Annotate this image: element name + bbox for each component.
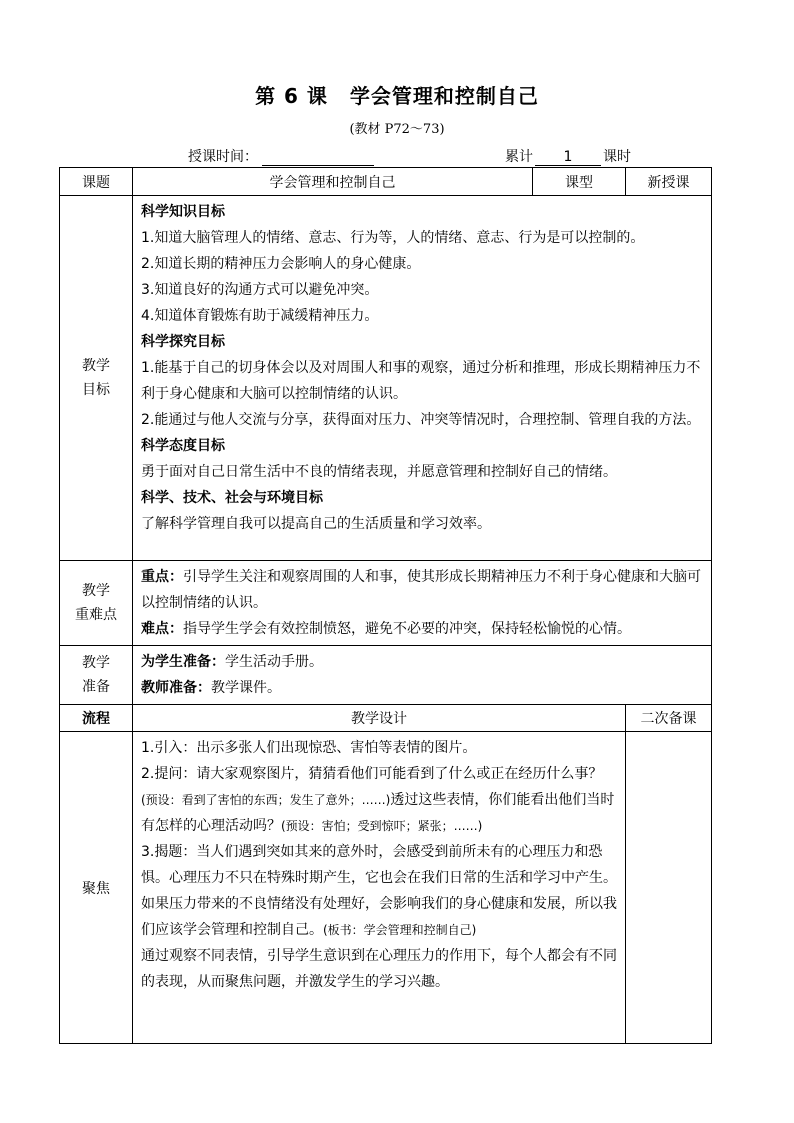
- knowledge-item: 3.知道良好的沟通方式可以避免冲突。: [141, 282, 379, 298]
- count-label: 累计: [505, 149, 533, 165]
- knowledge-item: 2.知道长期的精神压力会影响人的身心健康。: [141, 256, 421, 272]
- sts-text: 了解科学管理自我可以提高自己的生活质量和学习效率。: [141, 516, 491, 532]
- knowledge-heading: 科学知识目标: [141, 204, 225, 220]
- inquiry-item: 1.能基于自己的切身体会以及对周围人和事的观察，通过分析和推理，形成长期精神压力不利于身心健康和大脑可以控制情绪的认识。: [141, 360, 701, 402]
- lesson-meta: [0, 146, 794, 166]
- inquiry-item: 2.能通过与他人交流与分享，获得面对压力、冲突等情况时，合理控制、管理自我的方法。: [141, 412, 701, 428]
- type-label: 课型: [533, 168, 626, 196]
- time-label: 授课时间：: [188, 149, 258, 165]
- key-points-row: [60, 561, 712, 646]
- attitude-heading: 科学态度目标: [141, 438, 225, 454]
- flow-header-row: [60, 705, 712, 732]
- topic-value: 学会管理和控制自己: [133, 168, 533, 196]
- knowledge-item: 1.知道大脑管理人的情绪、意志、行为等，人的情绪、意志、行为是可以控制的。: [141, 230, 645, 246]
- type-value: 新授课: [626, 168, 712, 196]
- key-points-label: 教学 重难点: [60, 561, 133, 646]
- key-point: 重点：引导学生关注和观察周围的人和事，使其形成长期精神压力不利于身心健康和大脑可以控制情绪的认识。: [141, 569, 701, 611]
- difficult-point: 难点：指导学生学会有效控制愤怒，避免不必要的冲突，保持轻松愉悦的心情。: [141, 621, 631, 637]
- student-prep: 为学生准备：学生活动手册。: [141, 654, 323, 670]
- textbook-source: (教材 P72～73): [349, 122, 445, 137]
- teacher-prep: 教师准备：教学课件。: [141, 680, 281, 696]
- goals-label: 教学 目标: [60, 196, 133, 561]
- count-value: 1: [535, 149, 601, 166]
- focus-label: 聚焦: [60, 732, 133, 1044]
- lesson-plan-table: [59, 167, 712, 1044]
- lesson-name: 学会管理和控制自己: [349, 84, 539, 108]
- attitude-text: 勇于面对自己日常生活中不良的情绪表现，并愿意管理和控制好自己的情绪。: [141, 464, 617, 480]
- focus-question: 2.提问：请大家观察图片，猜猜看他们可能看到了什么或正在经历什么事？(预设：看到了害怕的东西；发生了意外；……)透过这些表情，你们能看出他们当时有怎样的心理活动吗？(预设：害怕；受到惊吓；紧张；……): [141, 766, 615, 834]
- key-points-content: [133, 561, 712, 646]
- second-prep-cell: [626, 732, 712, 1044]
- topic-row: [60, 168, 712, 196]
- goals-content: [133, 196, 712, 561]
- prep-content: [133, 646, 712, 705]
- goals-row: [60, 196, 712, 561]
- topic-label: 课题: [60, 168, 133, 196]
- process-header: 流程: [60, 705, 133, 732]
- prep-row: [60, 646, 712, 705]
- knowledge-item: 4.知道体育锻炼有助于减缓精神压力。: [141, 308, 379, 324]
- lesson-number: 第 6 课: [255, 84, 328, 108]
- focus-summary: 通过观察不同表情，引导学生意识到在心理压力的作用下，每个人都会有不同的表现，从而聚焦问题，并激发学生的学习兴趣。: [141, 948, 617, 990]
- prep-label: 教学 准备: [60, 646, 133, 705]
- focus-intro: 1.引入：出示多张人们出现惊恐、害怕等表情的图片。: [141, 740, 477, 756]
- second-prep-header: 二次备课: [626, 705, 712, 732]
- inquiry-heading: 科学探究目标: [141, 334, 225, 350]
- count-unit: 课时: [603, 149, 631, 165]
- time-blank: [262, 149, 374, 166]
- design-header: 教学设计: [133, 705, 626, 732]
- focus-row: [60, 732, 712, 1044]
- focus-reveal: 3.揭题：当人们遇到突如其来的意外时，会感受到前所未有的心理压力和恐惧。心理压力不只在特殊时期产生，它也会在我们日常的生活和学习中产生。如果压力带来的不良情绪没有处理好，会影响我们的身心健康和发展，所以我们应该学会管理和控制自己。(板书：学会管理和控制自己): [141, 844, 617, 938]
- sts-heading: 科学、技术、社会与环境目标: [141, 490, 323, 506]
- focus-content: [133, 732, 626, 1044]
- lesson-title: [0, 80, 794, 109]
